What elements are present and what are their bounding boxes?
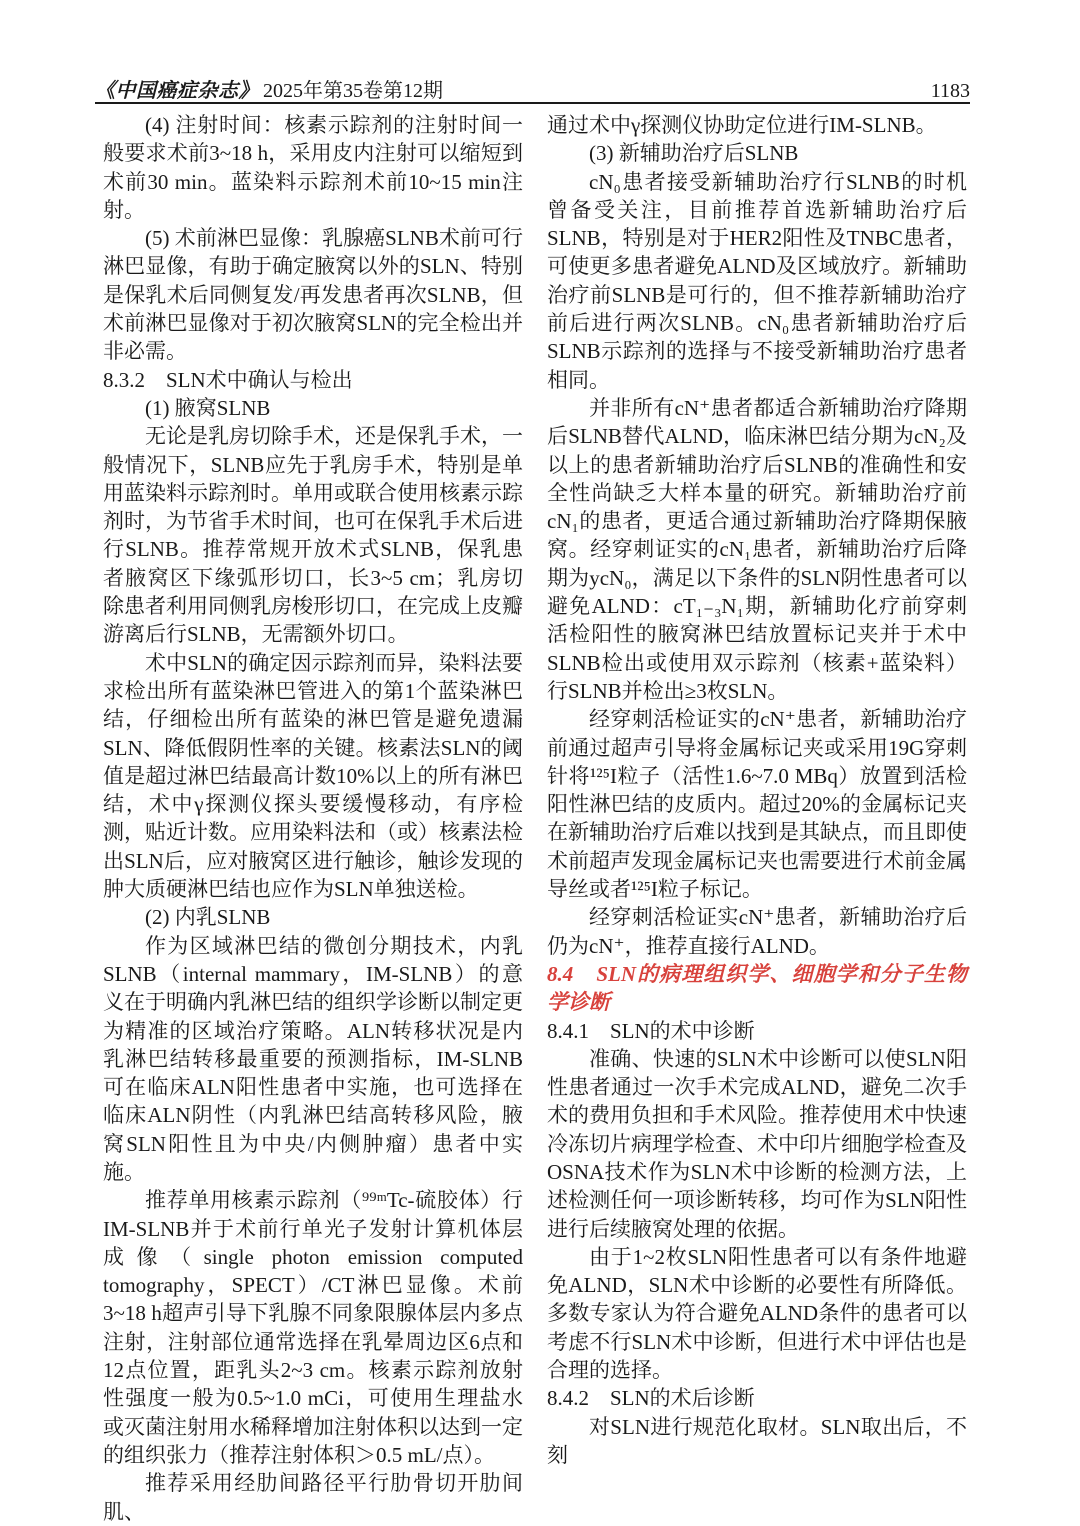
paragraph-intercostal-approach: 推荐采用经肋间路径平行肋骨切开肋间肌、: [103, 1471, 523, 1524]
paragraph-sln-identification: 术中SLN的确定因示踪剂而异，染料法要求检出所有蓝染淋巴管进入的第1个蓝染淋巴结，仔细检出所有蓝染的淋巴管是避免遗漏SLN、降低假阴性率的关键。核素法SLN的阈值是超过淋巴结最高计数10%以上的所有淋巴结，术中γ探测仪探头要缓慢移动，有序检测，贴近计数。应用染料法和（或）核素法检出SLN后，应对腋窝区进行触诊，触诊发现的肿大质硬淋巴结也应作为SLN单独送检。: [103, 650, 523, 902]
item-internal-mammary-slnb: (2) 内乳SLNB: [145, 905, 271, 930]
paragraph-diagnosis-necessity: 由于1~2枚SLN阳性患者可以有条件地避免ALND，SLN术中诊断的必要性有所降低。多数专家认为符合避免ALND条件的患者可以考虑不行SLN术中诊断，但进行术中评估也是合理的选择。: [547, 1244, 967, 1383]
right-column: [547, 111, 967, 1526]
header-rule: [95, 102, 970, 104]
paragraph-im-slnb-significance: 作为区域淋巴结的微创分期技术，内乳SLNB（internal mammary，IM-SLNB）的意义在于明确内乳淋巴结的组织学诊断以制定更为精准的区域治疗策略。ALN转移状况是内乳淋巴结转移最重要的预测指标，IM-SLNB可在临床ALN阳性患者中实施，也可选择在临床ALN阴性（内乳淋巴结高转移风险，腋窝SLN阳性且为中央/内侧肿瘤）患者中实施。: [103, 933, 523, 1184]
page-header: [95, 74, 970, 103]
left-column: [103, 111, 523, 1526]
paragraph-surgery-order: 无论是乳房切除手术，还是保乳手术，一般情况下，SLNB应先于乳房手术，特别是单用蓝染料示踪剂时。单用或联合使用核素示踪剂时，为节省手术时间，也可在保乳手术后进行SLNB。推荐常规开放术式SLNB，保乳患者腋窝区下缘弧形切口，长3~5 cm；乳房切除患者利用同侧乳房梭形切口，在完成上皮瓣游离后行SLNB，无需额外切口。: [103, 424, 523, 647]
paragraph-marker-clip-placement: 经穿刺活检证实的cN⁺患者，新辅助治疗前通过超声引导将金属标记夹或采用19G穿刺针将¹²⁵I粒子（活性1.6~7.0 MBq）放置到活检阳性淋巴结的皮质内。超过20%的金属标记夹在新辅助治疗后难以找到是其缺点，而且即使术前超声发现金属标记夹也需要进行术前金属导丝或者¹²⁵I粒子标记。: [547, 707, 967, 902]
page-number: 1183: [930, 80, 970, 102]
paragraph-intraoperative-diagnosis: 准确、快速的SLN术中诊断可以使SLN阳性患者通过一次手术完成ALND，避免二次手术的费用负担和手术风险。推荐使用术中快速冷冻切片病理学检查、术中印片细胞学检查及OSNA技术作为SLN术中诊断的检测方法，上述检测任何一项诊断转移，均可作为SLN阳性进行后续腋窝处理的依据。: [547, 1046, 967, 1241]
item-post-neoadjuvant-slnb: (3) 新辅助治疗后SLNB: [589, 141, 799, 166]
section-heading-8-4: 8.4 SLN的病理组织学、细胞学和分子生物学诊断: [547, 961, 967, 1015]
item-axillary-slnb: (1) 腋窝SLNB: [145, 395, 271, 420]
paragraph-cn-plus-eligibility: 并非所有cN⁺患者都适合新辅助治疗降期后SLNB替代ALND，临床淋巴结分期为cN₂及以上的患者新辅助治疗后SLNB的准确性和安全性尚缺乏大样本量的研究。新辅助治疗前cN₁的患者，更适合通过新辅助治疗降期保腋窝。经穿刺证实的cN₁患者，新辅助治疗后降期为ycN₀，满足以下条件的SLN阴性患者可以避免ALND：cT₁₋₃N₁期，新辅助化疗前穿刺活检阳性的腋窝淋巴结放置标记夹并于术中SLNB检出或使用双示踪剂（核素+蓝染料）行SLNB并检出≥3枚SLN。: [547, 395, 967, 703]
section-heading-8-4-2: 8.4.2 SLN的术后诊断: [547, 1386, 755, 1411]
paragraph-cn0-timing: cN₀患者接受新辅助治疗行SLNB的时机曾备受关注，目前推荐首选新辅助治疗后SLNB，特别是对于HER2阳性及TNBC患者，可使更多患者避免ALND及区域放疗。新辅助治疗前SLNB是可行的，但不推荐新辅助治疗前后进行两次SLNB。cN₀患者新辅助治疗后SLNB示踪剂的选择与不接受新辅助治疗患者相同。: [547, 169, 967, 392]
journal-title: 《中国癌症杂志》: [95, 80, 259, 102]
section-heading-8-4-1: 8.4.1 SLN的术中诊断: [547, 1018, 755, 1043]
paragraph-postoperative-diagnosis: 对SLN进行规范化取材。SLN取出后，不刻: [547, 1414, 967, 1467]
article-body: [103, 111, 967, 1526]
section-heading-8-3-2: 8.3.2 SLN术中确认与检出: [103, 367, 353, 392]
journal-header-left: [95, 74, 443, 103]
issue-info: 2025年第35卷第12期: [263, 80, 443, 102]
paragraph-tracer-injection-technique: 推荐单用核素示踪剂（⁹⁹ᵐTc-硫胶体）行IM-SLNB并于术前行单光子发射计算机体层成像（single photon emission computed tomography，SPECT）/CT淋巴显像。术前3~18 h超声引导下乳腺不同象限腺体层内多点注射，注射部位通常选择在乳晕周边区6点和12点位置，距乳头2~3 cm。核素示踪剂放射性强度一般为0.5~1.0 mCi，可使用生理盐水或灭菌注射用水稀释增加注射体积以达到一定的组织张力（推荐注射体积＞0.5 mL/点）。: [103, 1188, 523, 1467]
item-injection-time: (4) 注射时间：核素示踪剂的注射时间一般要求术前3~18 h，采用皮内注射可以缩短到术前30 min。蓝染料示踪剂术前10~15 min注射。: [103, 113, 523, 222]
paragraph-gamma-probe-continuation: 通过术中γ探测仪协助定位进行IM-SLNB。: [547, 113, 937, 137]
item-preop-lymphoscintigraphy: (5) 术前淋巴显像：乳腺癌SLNB术前可行淋巴显像，有助于确定腋窝以外的SLN、特别是保乳术后同侧复发/再发患者再次SLNB，但术前淋巴显像对于初次腋窝SLN的完全检出并非必需。: [103, 226, 523, 364]
paragraph-persistent-cn-plus-alnd: 经穿刺活检证实cN⁺患者，新辅助治疗后仍为cN⁺，推荐直接行ALND。: [547, 905, 967, 958]
